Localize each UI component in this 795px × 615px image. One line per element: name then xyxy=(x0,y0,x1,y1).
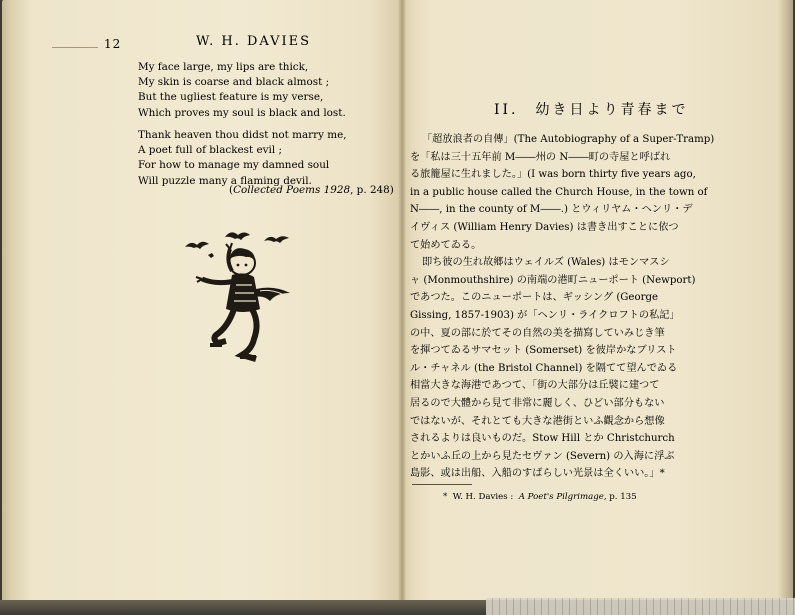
poem-stanza-1 xyxy=(138,60,346,121)
poem-line: My face large, my lips are thick, xyxy=(138,61,309,73)
page-number: 12 xyxy=(104,37,122,51)
footnote-rule xyxy=(412,484,472,485)
poem-line: Will puzzle many a flaming devil. xyxy=(138,174,312,187)
text-line: 島影、或は出船、入船のすばらしい光景は全くいい。」* xyxy=(410,468,665,480)
footnote xyxy=(443,492,637,502)
footnote-page: , p. 135 xyxy=(603,492,637,502)
poem-line: A poet full of blackest evil ; xyxy=(138,144,282,157)
citation-title: Collected Poems 1928 xyxy=(233,184,351,196)
text-line: イヴィス (William Henry Davies) は書き出すことに依つ xyxy=(410,221,679,233)
text-line: in a public house called the Church House, in the town of xyxy=(410,186,708,198)
text-line: 相當大きな海港であつて、「街の大部分は丘襞に建つて xyxy=(410,380,660,392)
text-line: て始めてゐる。 xyxy=(410,239,482,251)
book-gutter xyxy=(398,0,406,603)
header-rule xyxy=(52,47,98,48)
bird-icon xyxy=(264,236,289,243)
poem-line: Thank heaven thou didst not marry me, xyxy=(138,129,347,141)
poem-line: My skin is coarse and black almost ; xyxy=(138,76,330,89)
body-text xyxy=(410,131,715,483)
text-line: N――, in the county of M――.) とウィリヤム・ヘンリ・デ xyxy=(410,204,693,216)
citation-page: , p. 248) xyxy=(350,184,394,196)
text-line: であつた。このニューポートは、ギッシング (George xyxy=(410,292,659,304)
text-line: を「私は三十五年前 M――州の N――町の寺屋と呼ばれ xyxy=(410,151,671,163)
poem-citation xyxy=(229,184,394,196)
poem-line: Which proves my soul is black and lost. xyxy=(138,106,346,119)
text-line: Gissing, 1857-1903) が「ヘンリ・ライクロフトの私記」 xyxy=(410,309,680,321)
section-title: II. 幼き日より青春まで xyxy=(494,102,689,118)
page-edge-shadow xyxy=(778,0,793,603)
footnote-title: A Poet's Pilgrimage xyxy=(518,492,604,502)
text-line: 居るので大體から見て非常に麗しく、ひどい部分もない xyxy=(410,397,665,409)
bird-icon xyxy=(185,242,209,249)
ruler-strip xyxy=(486,598,795,615)
text-line: の中、夏の部に於てその自然の美を描寫していみじき筆 xyxy=(410,327,665,339)
poem-line: But the ugliest feature is my verse, xyxy=(138,91,324,104)
running-head: W. H. DAVIES xyxy=(196,34,312,49)
footnote-marker: * xyxy=(443,492,448,502)
text-line: ではないが、それとても大きな港街といふ觀念から想像 xyxy=(410,415,665,427)
footnote-author: W. H. Davies : xyxy=(452,492,514,502)
text-line: 即ち彼の生れ故郷はウェイルズ (Wales) はモンマスシ xyxy=(422,257,670,269)
bird-icon xyxy=(225,232,250,240)
text-line: ャ (Monmouthshire) の南端の港町ニューポート (Newport) xyxy=(410,274,696,286)
text-line: 「超放浪者の自傳」(The Autobiography of a Super-Tramp) xyxy=(422,134,715,145)
bird-icon xyxy=(208,253,214,258)
woodcut-illustration xyxy=(180,225,300,375)
citation-open: ( xyxy=(229,184,234,196)
text-line: ル・チャネル (the Bristol Channel) を隔てて望んでゐる xyxy=(410,362,678,374)
text-line: を揮つてゐるサマセット (Somerset) を彼岸かなブリスト xyxy=(410,345,677,357)
text-line: る旅籠屋に生れました。」(I was born thirty five years ago, xyxy=(410,169,696,181)
text-line: とかいふ丘の上から見たセヴァン (Severn) の入海に浮ぶ xyxy=(410,450,675,462)
poem-line: For how to manage my damned soul xyxy=(138,159,330,172)
poem-stanza-2 xyxy=(138,128,347,189)
text-line: されるよりは良いものだ。Stow Hill とか Christchurch xyxy=(410,433,675,445)
